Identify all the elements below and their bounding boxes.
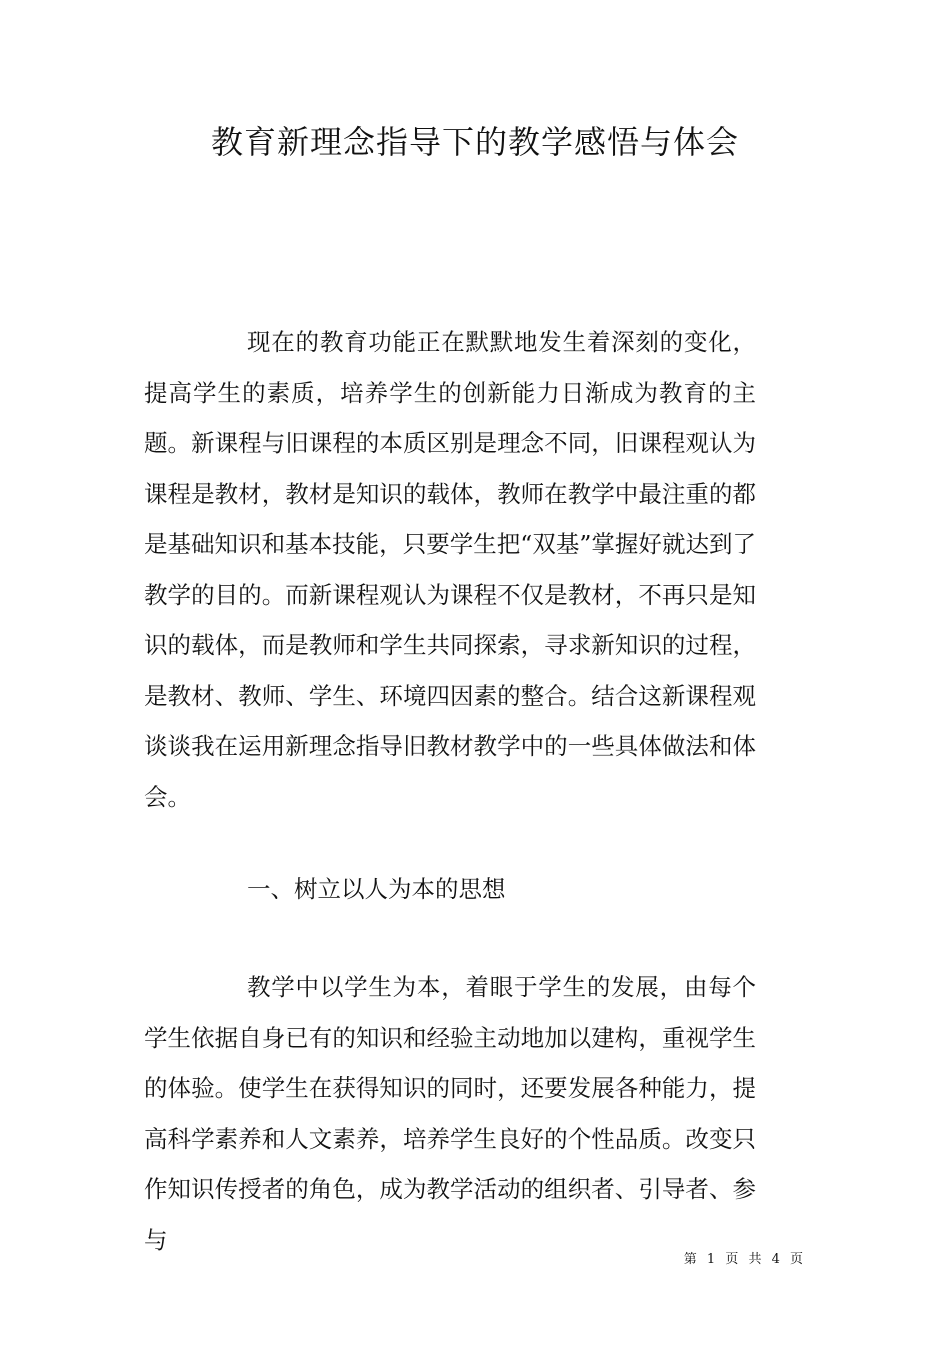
body-paragraph-intro: 现在的教育功能正在默默地发生着深刻的变化，提高学生的素质，培养学生的创新能力日渐成为教育的主题。新课程与旧课程的本质区别是理念不同，旧课程观认为课程是教材，教材是知识的载体，教师在教学中最注重的都是基础知识和基本技能，只要学生把“双基”掌握好就达到了教学的目的。而新课程观认为课程不仅是教材，不再只是知识的载体，而是教师和学生共同探索，寻求新知识的过程，是教材、教师、学生、环境四因素的整合。结合这新课程观谈谈我在运用新理念指导旧教材教学中的一些具体做法和体会。 xyxy=(144,328,756,811)
body-paragraph-section-1: 教学中以学生为本，着眼于学生的发展，由每个学生依据自身已有的知识和经验主动地加以建构，重视学生的体验。使学生在获得知识的同时，还要发展各种能力，提高科学素养和人文素养，培养学生良好的个性品质。改变只作知识传授者的角色，成为教学活动的组织者、引导者、参与 xyxy=(144,973,756,1254)
page-number-footer: 第 1 页 共 4 页 xyxy=(683,1252,806,1267)
page-title: 教育新理念指导下的教学感悟与体会 xyxy=(210,123,739,161)
section-heading: 一、树立以人为本的思想 xyxy=(247,875,506,903)
